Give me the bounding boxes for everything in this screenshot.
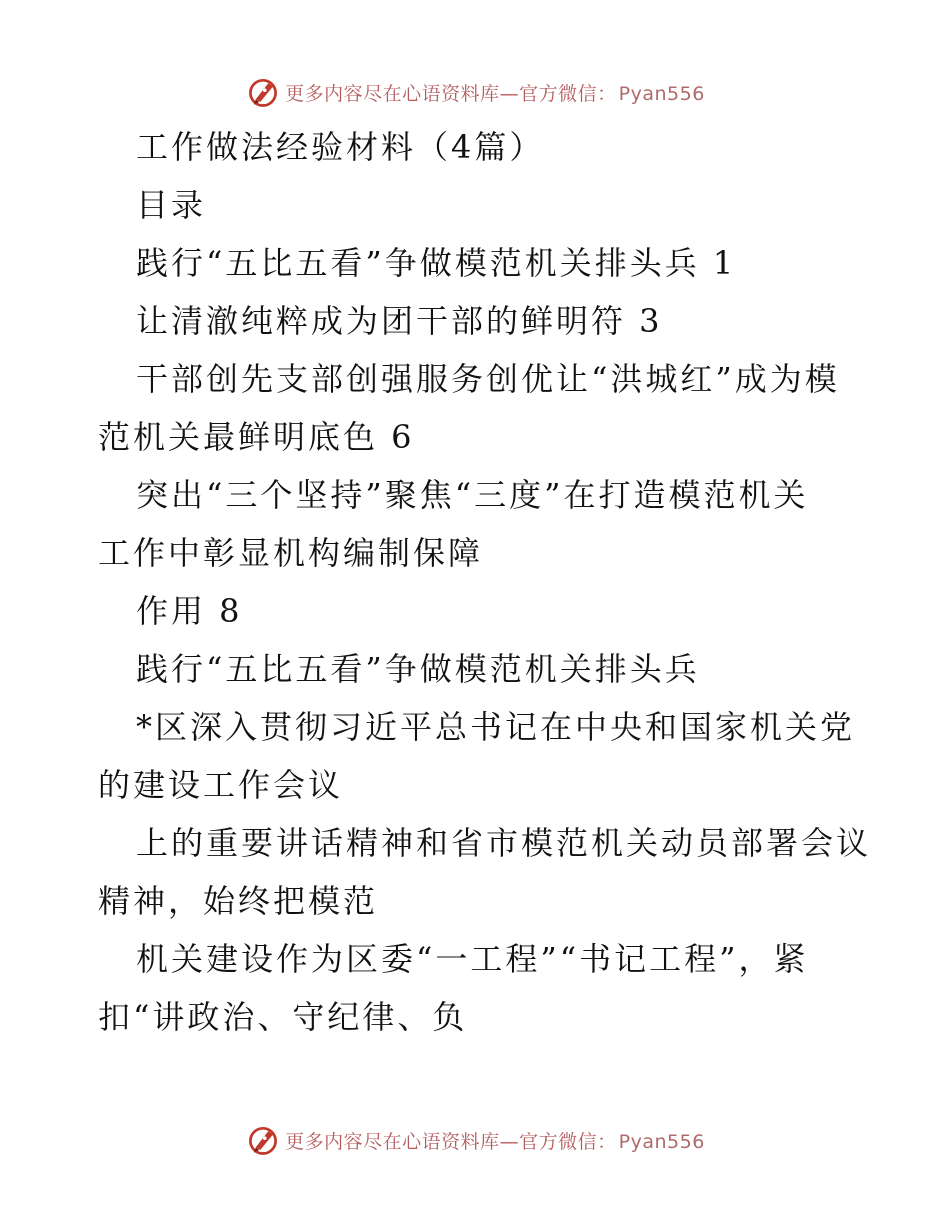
paragraph-line: 的建设工作会议 xyxy=(98,766,344,804)
toc-entry: 让清澈纯粹成为团干部的鲜明符 3 xyxy=(136,302,663,340)
toc-entry-continuation: 工作中彰显机构编制保障 xyxy=(98,534,484,572)
paragraph-line: 上的重要讲话精神和省市模范机关动员部署会议 xyxy=(136,824,872,862)
toc-entry: 践行“五比五看”争做模范机关排头兵 1 xyxy=(136,244,737,282)
pen-nib-logo-icon xyxy=(245,1122,281,1158)
toc-heading: 目录 xyxy=(136,186,207,224)
document-body xyxy=(98,118,872,1046)
header-watermark xyxy=(0,70,950,114)
toc-entry: 干部创先支部创强服务创优让“洪城红”成为模 xyxy=(136,360,840,398)
pen-nib-logo-icon xyxy=(245,74,281,110)
wechat-id: Pyan556 xyxy=(618,1130,705,1153)
toc-entry-continuation: 范机关最鲜明底色 6 xyxy=(98,418,415,456)
document-title: 工作做法经验材料（4篇） xyxy=(136,128,545,166)
toc-entry-continuation: 作用 8 xyxy=(136,592,243,630)
watermark-text: 更多内容尽在心语资料库—官方微信： Pyan556 xyxy=(285,82,705,105)
wechat-id: Pyan556 xyxy=(618,82,705,105)
footer-watermark xyxy=(0,1118,950,1162)
toc-entry: 突出“三个坚持”聚焦“三度”在打造模范机关 xyxy=(136,476,809,514)
paragraph-line: 机关建设作为区委“一工程”“书记工程”，紧 xyxy=(136,940,809,978)
section-heading: 践行“五比五看”争做模范机关排头兵 xyxy=(136,650,700,688)
paragraph-line: 精神，始终把模范 xyxy=(98,882,379,920)
paragraph-line: 扣“讲政治、守纪律、负 xyxy=(98,998,468,1036)
watermark-text: 更多内容尽在心语资料库—官方微信： Pyan556 xyxy=(285,1130,705,1153)
paragraph-line: *区深入贯彻习近平总书记在中央和国家机关党 xyxy=(136,708,856,746)
